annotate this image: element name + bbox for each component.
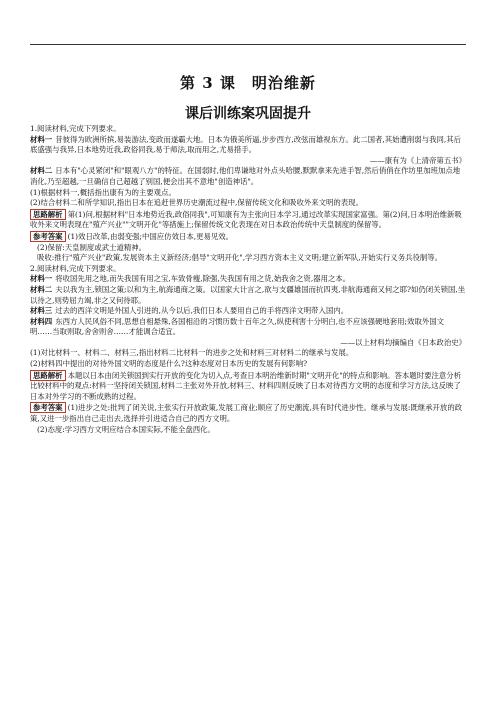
material-tag: 材料三 [30, 306, 53, 316]
document-body [30, 124, 466, 435]
q2-material-2 [30, 285, 466, 306]
analysis-label: 思路解析 [30, 370, 66, 381]
analysis-text: 第(1)问,根据材料"日本地势近我,政俗同我",可知康有为主张向日本学习,通过改革实现国家富强。第(2)问,日本明治维新吸收外来文明表现在"殖产兴业""文明开化"等措施上;保留传统文化表现在对日本政治传统中天皇制度的保留等。 [30, 209, 462, 230]
q1-sub-question-2: (2)结合材料二和所学知识,指出日本在追赶世界历史潮流过程中,保留传统文化和吸收外来文明的表现。 [30, 198, 363, 208]
material-text: 昔彼得为欧洲所摈,易装游法,变政而遂霸大地。日本为俄美所逼,步步西方,改弦而雄视东方。此二国者,其始遭削弱与我同,其后底盛强与我异,日本地势近我,政俗同我,易于师法,取而用之,尤易措手。 [30, 134, 461, 155]
material-tag: 材料二 [30, 166, 53, 176]
q1-answer [30, 231, 466, 243]
material-tag: 材料二 [30, 284, 53, 294]
answer-label: 参考答案 [30, 231, 66, 242]
q2-sub-question-1: (1)对比材料一、材料二、材料三,指出材料二比材料一的进步之处和材料三对材料二的继承与发展。 [30, 348, 354, 358]
question-1-stem: 1.阅读材料,完成下列要求。 [30, 124, 121, 133]
lesson-title: 第 3 课 明治维新 [180, 74, 316, 92]
q1-material-1 [30, 135, 466, 156]
analysis-text: 本题以日本由闭关锁国到实行开放的变化为切入点,考查日本明治维新时期"文明开化"的特点和影响。答本题时要注意分析比较材料中的观点:材料一坚持闭关锁国,材料二主张对外开放,材料三、材料四则反映了日本对待西方文明的态度和学习方法,这反映了日本对外学习的不断成熟的过程。 [30, 370, 462, 401]
question-2-stem: 2.阅读材料,完成下列要求。 [30, 263, 121, 273]
q2-analysis [30, 370, 466, 403]
q2-material-4 [30, 317, 466, 338]
q2-sub-question-2: (2)材料四中提出的对待外国文明的态度是什么?这种态度对日本历史的发展有何影响? [30, 359, 308, 369]
q2-source: ——以上材料均摘编自《日本政治史》 [340, 337, 466, 347]
material-text: 日本有"心灵紧闭"和"眼观八方"的特征。在国弱时,他们卑谦地对外点头哈腰,默默拿来先进手智,然后俏俏在作坊里加班加点地消化,乃至超越,一旦确信自己超越了别国,便会出其不意地"创造神话"。 [30, 166, 461, 186]
analysis-label: 思路解析 [30, 209, 66, 220]
q1-material-1-source: ——康有为《上清帝第五书》 [369, 155, 466, 165]
q2-material-1 [30, 274, 466, 285]
q1-material-2 [30, 166, 466, 187]
q1-answer-3: 吸收:推行"殖产兴业"政策,发展资本主义新经济;倡导"文明开化",学习西方资本主义文明;建立新军队,开始实行义务兵役制等。 [37, 253, 443, 263]
section-title: 课后训练案巩固提升 [185, 106, 311, 122]
material-text: 将收国先用之地,而失我国有用之宝,车致骨瘦,除强,失我国有用之货,始我舍之资,器用之本。 [55, 274, 351, 284]
material-tag: 材料一 [30, 134, 53, 144]
material-text: 夫以我为主,锁国之策;以和为主,航海通商之策。以国家大计言之,欲与支疆雄国而抗四夷,非航海通商又何之耶?如仍闭关锁国,坐以待之,则势屈力竭,非之又何待耶。 [30, 284, 466, 305]
material-text: 过去的西洋文明是外国人引进的,从今以后,我们日本人要用自己的手将西洋文明带入国内。 [55, 306, 349, 316]
q1-sub-question-1: (1)根据材料一,概括指出康有为的主要观点。 [30, 187, 176, 197]
answer-text-1: (1)进步之处:批判了闭关说,主张实行开放政策,发展工商业;顺应了历史潮流,具有时代进步性。继承与发展:既继承开放的政策,又进一步指出自己走出去,选择并引进适合自己的西方文明。 [30, 403, 463, 424]
q2-answer [30, 402, 466, 424]
q1-answer-2: (2)保留:天皇制度或武士道精神。 [37, 242, 147, 252]
answer-text-1: (1)效日改革,由弱变强;中国应仿效日本,更易见效。 [67, 231, 234, 241]
answer-label: 参考答案 [30, 402, 66, 413]
material-tag: 材料一 [30, 274, 53, 284]
q1-analysis [30, 209, 466, 231]
q2-material-3 [30, 306, 466, 317]
material-text: 东西方人民风俗不同,思想自相悬殊,各国相沿的习惯历数十百年之久,纵使利害十分明白,也不应该强硬地套用;效取外国文明……当取则取,舍舍则舍……才能调合适宜。 [30, 316, 445, 337]
q2-answer-2: (2)态度:学习西方文明应结合本国实际,不能全盘西化。 [37, 424, 215, 434]
material-tag: 材料四 [30, 316, 53, 326]
header-rule [30, 44, 466, 45]
